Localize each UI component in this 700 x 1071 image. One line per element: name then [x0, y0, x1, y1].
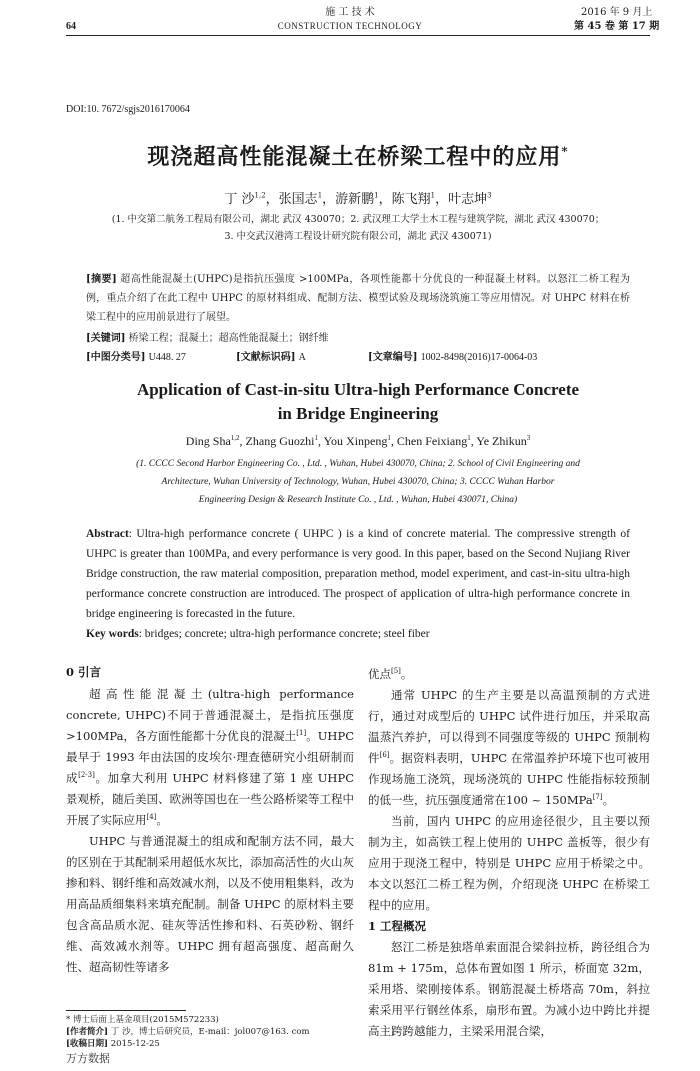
abstract-en-text: : Ultra-high performance concrete ( UHPC ) is a kind of concrete material. The compressive strength of UHPC is greater than 100MPa, and every performance is very good. In this paper, based on the Second Nujiang River Bridge construction, the raw material composition, preparation method, model experiment, and cast-in-situ ultra-high performance concrete construction are introduced. The prospect of application of ultra-high performance concrete in bridge engineering is forecasted in the future.: [86, 528, 630, 620]
title-en-line-1: Application of Cast-in-situ Ultra-high Performance Concrete: [136, 380, 580, 399]
journal-name-en: CONSTRUCTION TECHNOLOGY: [277, 21, 423, 31]
affiliation-en-line-1: (1. CCCC Second Harbor Engineering Co. , Ltd. , Wuhan, Hubei 430070, China; 2. School of Civil Engineering and: [136, 459, 580, 469]
title-en-line-2: in Bridge Engineering: [277, 404, 439, 423]
title-cn: [66, 140, 650, 171]
abstract-cn: [86, 270, 630, 327]
author-cn-2: ，张国志$^1$: [265, 191, 323, 207]
author-cn-5: ，叶志坤$^3$: [435, 191, 492, 207]
section-1-paragraph: 怒江二桥是独塔单索面混合梁斜拉桥，跨径组合为 81m + 175m，总体布置如图 1 所示，桥面宽 32m，采用塔、梁刚接体系。钢筋混凝土桥塔高 70m，斜拉索采用平行钢丝体系，扇形布置。为减小边中跨比并提高主跨跨越能力，主梁采用混合梁，: [368, 940, 650, 1038]
affiliation-cn-line-1: (1. 中交第二航务工程局有限公司，湖北 武汉 430070；2. 武汉理工大学土木工程与建筑学院，湖北 武汉 430070；: [111, 214, 605, 225]
keywords-en: Key words: bridges; concrete; ultra-high performance concrete; steel fiber: [86, 628, 430, 640]
footnote-author: [作者简介] 丁 沙，博士后研究员，E-mail：jol007@163. com: [66, 1027, 310, 1037]
clc-number: U448. 27: [148, 352, 186, 363]
doi: DOI:10. 7672/sgjs2016170064: [66, 104, 190, 115]
author-en-3: , You Xinpeng$^1$: [318, 434, 391, 448]
authors-cn: 丁 沙$^{1,2}$，张国志$^1$，游新鹏$^1$，陈飞翔$^1$，叶志坤$^3$: [224, 191, 492, 207]
footnote-fund: * 博士后面上基金项目(2015M572233): [66, 1015, 219, 1025]
footnote-received: [收稿日期] 2015-12-25: [66, 1039, 160, 1049]
author-en-2: , Zhang Guozhi$^1$: [239, 434, 319, 448]
section-1-heading: 1 工程概况: [368, 919, 427, 933]
right-carryover: 优点[5]。: [368, 667, 413, 681]
abstract-en: [86, 524, 630, 624]
keywords-en-text: : bridges; concrete; ultra-high performance concrete; steel fiber: [138, 628, 430, 640]
issue-date: 2016 年 9 月上: [581, 7, 653, 18]
intro-paragraph-2: UHPC 与普通混凝土的组成和配制方法不同，最大的区别在于其配制采用超低水灰比，添加高活性的火山灰掺和料、钢纤维和高效减水剂，以及不使用粗集料，改为用高品质细集料来填充配制。制备 UHPC 的原材料主要包含高品质水泥、硅灰等活性掺和料、石英砂粉、钢纤维、高效减水剂等。UHPC 拥有超高强度、超高耐久性、超高韧性等诸多: [66, 834, 354, 974]
issue-volume: 第 45 卷 第 17 期: [574, 21, 660, 32]
abstract-cn-label: [摘要]: [86, 274, 117, 285]
intro-paragraph-3: 通常 UHPC 的生产主要是以高温预制的方式进行，通过对成型后的 UHPC 试件进行加压，并采取高温蒸汽养护，可以得到不同强度等级的 UHPC 预制构件[6]。据资料表明，UHPC 在常温养护环境下也可被用作现场施工浇筑，现场浇筑的 UHPC 性能指标较预制的低一些，抗压强度通常在100 ~ 150MPa[7]。: [368, 688, 650, 807]
journal-name-cn: 施 工 技 术: [325, 7, 375, 18]
right-column: [368, 664, 650, 1042]
page-number: 64: [66, 21, 76, 32]
keywords-cn: [关键词] 桥梁工程；混凝土；超高性能混凝土；钢纤维: [86, 333, 329, 344]
keywords-cn-text: 桥梁工程；混凝土；超高性能混凝土；钢纤维: [128, 333, 329, 344]
authors-en: [66, 434, 650, 449]
watermark-text: 万方数据: [66, 1052, 110, 1065]
affiliation-en-line-2: Architecture, Wuhan University of Technology, Wuhan, Hubei 430070, China; 3. CCCC Wuhan Harbor: [161, 477, 555, 487]
author-en-1: Ding Sha$^{1,2}$: [185, 434, 240, 448]
title-cn-text: 现浇超高性能混凝土在桥梁工程中的应用: [147, 144, 562, 170]
header-rule: [66, 35, 650, 36]
section-0-heading: 0 引言: [66, 665, 102, 679]
authors-cn-rest: [266, 192, 492, 207]
author-en-4: , Chen Feixiang$^1$: [390, 434, 471, 448]
author-en-5: , Ye Zhikun$^3$: [470, 434, 531, 448]
author-cn-3: ，游新鹏$^1$: [322, 191, 379, 207]
author-cn-4: ，陈飞翔$^1$: [378, 191, 436, 207]
author-cn-1: 丁 沙: [224, 192, 255, 207]
intro-paragraph-4: 当前，国内 UHPC 的应用途径很少，且主要以预制为主，如高铁工程上使用的 UHPC 盖板等，很少有应用于现浇工程中，特别是 UHPC 应用于桥梁之中。本文以怒江二桥工程为例，介绍现浇 UHPC 在桥梁工程中的应用。: [368, 814, 650, 912]
title-footnote-mark: *: [561, 144, 569, 159]
intro-paragraph-1: 超高性能混凝土(ultra-high performance concrete, UHPC)不同于普通混凝土，是指抗压强度 >100MPa，各方面性能都十分优良的混凝土[1]。UHPC 最早于 1993 年由法国的皮埃尔·理查德研究小组研制而成[2-3]。加拿大利用 UHPC 材料修建了第 1 座 UHPC 景观桥，随后美国、欧洲等国也在一些公路桥梁等工程中开展了实际应用[4]。: [66, 687, 355, 827]
affiliation-en-line-3: Engineering Design & Research Institute Co. , Ltd. , Wuhan, Hubei 430071, China): [198, 495, 518, 505]
article-number: 1002-8498(2016)17-0064-03: [420, 352, 538, 363]
document-code: A: [298, 352, 306, 363]
abstract-en-label: Abstract: [86, 528, 129, 540]
affiliation-cn-line-2: 3. 中交武汉港湾工程设计研究院有限公司，湖北 武汉 430071): [224, 231, 492, 242]
footnotes: [66, 1014, 310, 1050]
abstract-cn-text: 超高性能混凝土(UHPC)是指抗压强度 >100MPa，各项性能都十分优良的一种混凝土材料。以怒江二桥工程为例，重点介绍了在此工程中 UHPC 的原材料组成、配制方法、模型试验及现场浇筑施工等应用情况。对 UHPC 材料在桥梁工程中的应用前景进行了展望。: [86, 274, 630, 323]
footnote-rule: [66, 1010, 186, 1011]
left-column: [66, 684, 354, 978]
